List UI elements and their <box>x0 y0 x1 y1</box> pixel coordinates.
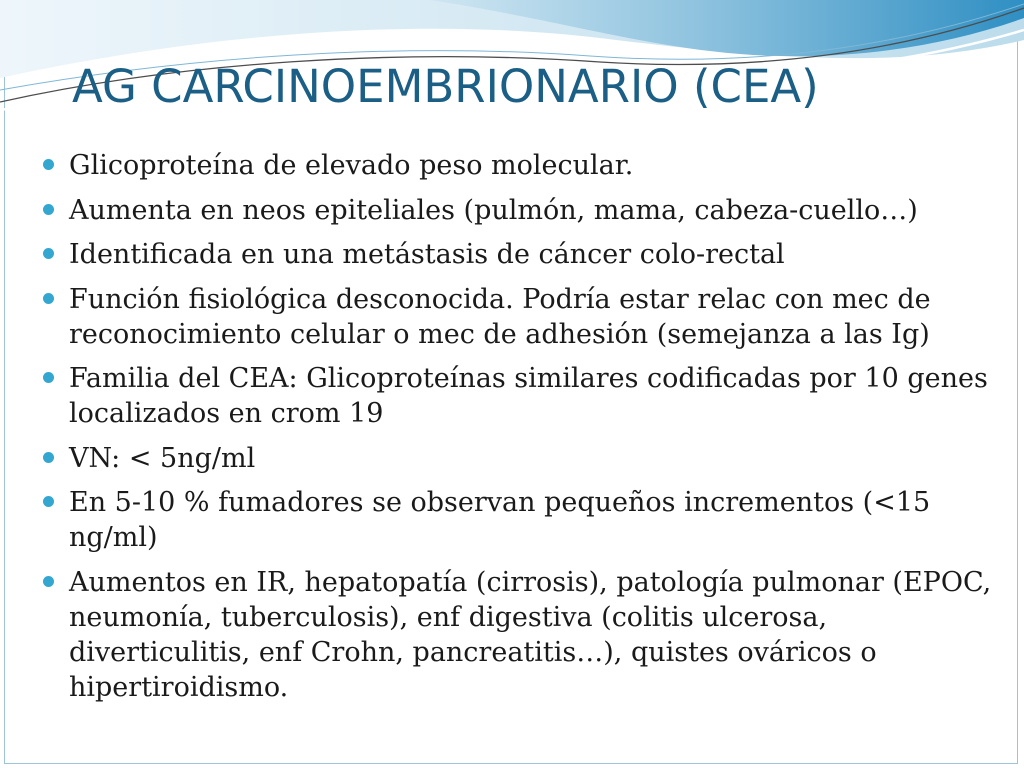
bullet-item <box>40 565 1008 705</box>
bullet-item <box>40 282 1008 352</box>
bullet-list <box>40 148 1008 714</box>
bullet-dot-icon <box>43 372 54 383</box>
bullet-dot-icon <box>43 576 54 587</box>
bullet-text: En 5-10 % fumadores se observan pequeños incrementos (<15 ng/ml) <box>69 487 931 553</box>
bullet-text: Identificada en una metástasis de cáncer colo-rectal <box>69 239 785 270</box>
slide-title: AG CARCINOEMBRIONARIO (CEA) <box>72 60 819 113</box>
bullet-dot-icon <box>43 248 54 259</box>
bullet-item <box>40 361 1008 431</box>
bullet-dot-icon <box>43 496 54 507</box>
bullet-text: Aumenta en neos epiteliales (pulmón, mama, cabeza-cuello…) <box>69 194 918 226</box>
bullet-item <box>40 441 1008 476</box>
bullet-text: Función fisiológica desconocida. Podría estar relac con mec de reconocimiento celular o mec de adhesión (semejanza a las Ig) <box>69 283 931 350</box>
bullet-dot-icon <box>43 204 54 215</box>
bullet-text: Familia del CEA: Glicoproteínas similares codificadas por 10 genes localizados en crom 19 <box>69 363 988 429</box>
bullet-item <box>40 193 1008 228</box>
bullet-dot-icon <box>43 293 54 304</box>
bullet-text: VN: < 5ng/ml <box>69 442 256 474</box>
bullet-item <box>40 485 1008 555</box>
bullet-text: Glicoproteína de elevado peso molecular. <box>69 150 634 181</box>
bullet-item <box>40 237 1008 272</box>
bullet-text: Aumentos en IR, hepatopatía (cirrosis), patología pulmonar (EPOC, neumonía, tuberculosis), enf digestiva (colitis ulcerosa, diverticulitis, enf Crohn, pancreatitis…), quistes ováricos o hipertiroidismo. <box>69 566 992 703</box>
bullet-dot-icon <box>43 159 54 170</box>
bullet-dot-icon <box>43 452 54 463</box>
bullet-item <box>40 148 1008 183</box>
